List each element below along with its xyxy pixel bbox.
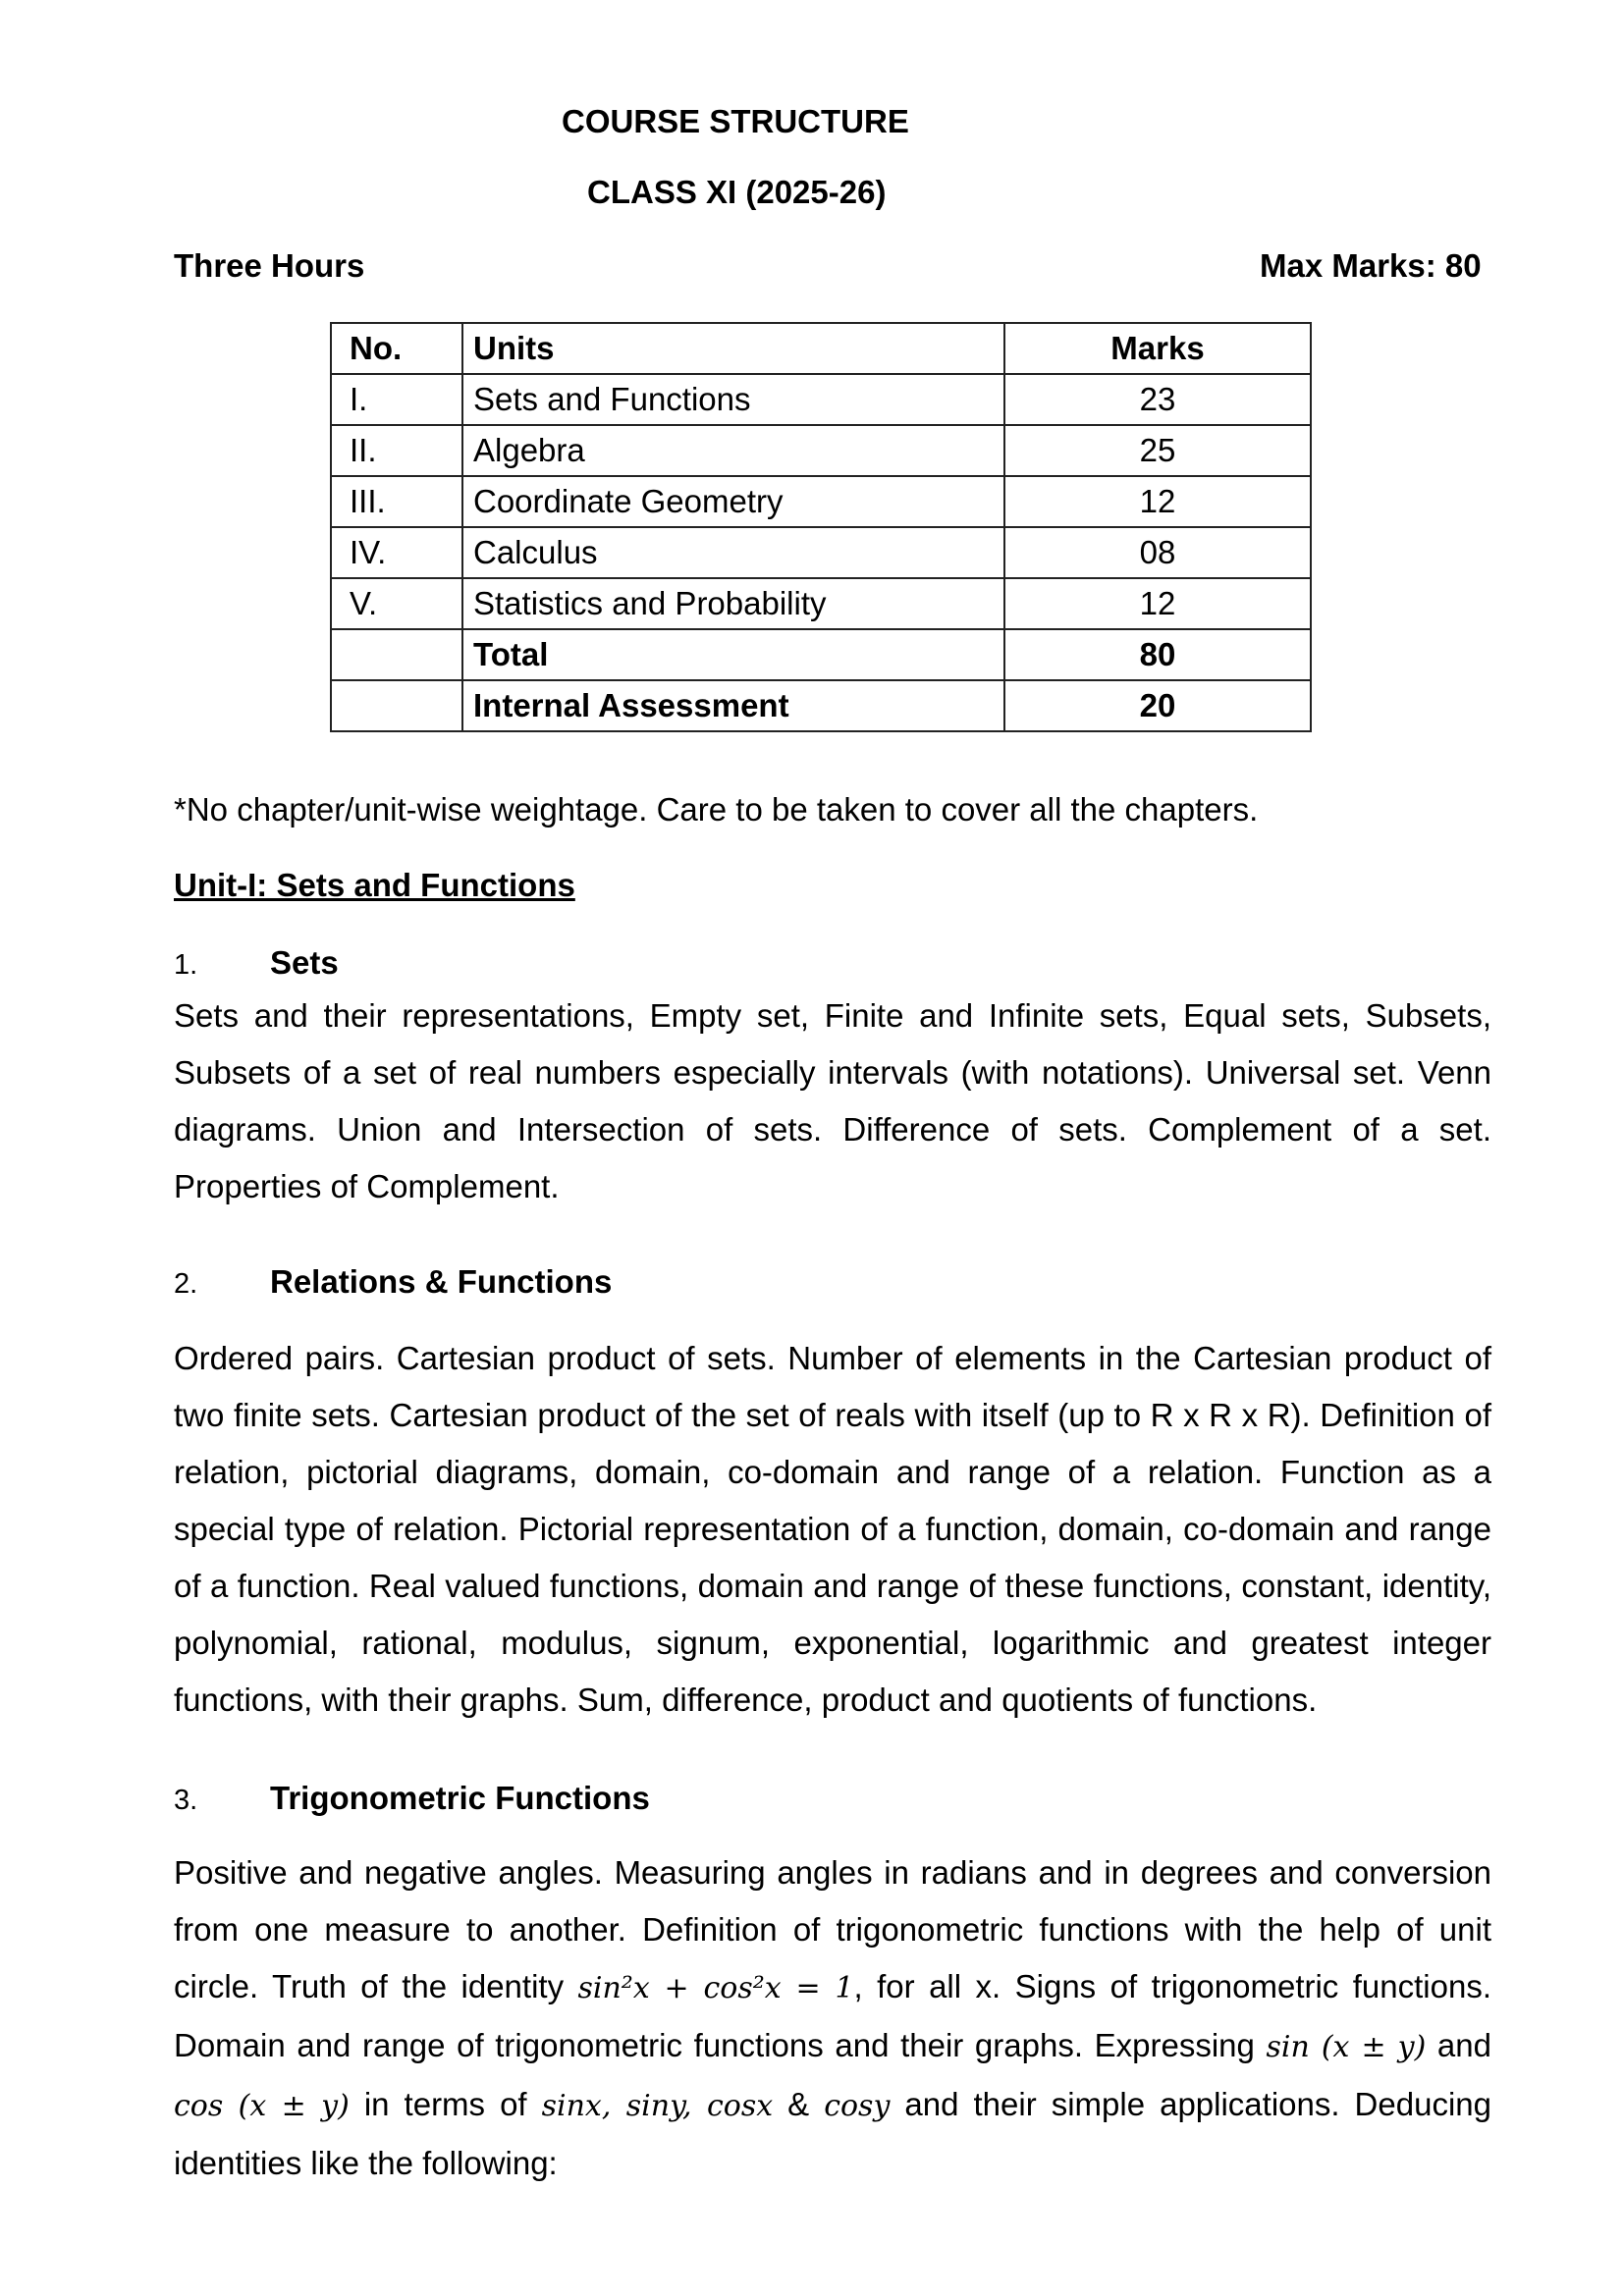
row-marks: 12: [1004, 578, 1311, 629]
sum-formula-sin: sin (x ± y): [1266, 2030, 1427, 2064]
marks-table: [330, 322, 1312, 732]
row-no: IV.: [331, 527, 462, 578]
total-marks: 80: [1004, 629, 1311, 680]
row-unit: Statistics and Probability: [462, 578, 1004, 629]
body-text: , for all x. Signs of trigonometric functions. Domain and range of trigonometric functions and their graphs. Expressing: [174, 1968, 1491, 2063]
internal-assessment-row: [331, 680, 1311, 731]
section-body: [174, 1844, 1491, 2192]
header-no: No.: [331, 323, 462, 374]
body-text: in terms of: [349, 2086, 542, 2122]
class-line: CLASS XI (2025-26): [587, 174, 887, 210]
row-marks: 08: [1004, 527, 1311, 578]
row-unit: Coordinate Geometry: [462, 476, 1004, 527]
table-row: [331, 578, 1311, 629]
total-label: Total: [462, 629, 1004, 680]
table-row: [331, 374, 1311, 425]
identity-formula: sin²x + cos²x = 1: [577, 1971, 854, 2005]
internal-no-cell: [331, 680, 462, 731]
body-text: Positive and negative angles. Measuring angles in radians and in degrees and conversion from one measure to another. Definition of trigonometric functions with the help of unit circle. Truth of the identity: [174, 1854, 1491, 2004]
body-text: and their simple applications. Deducing identities like the following:: [174, 2086, 1491, 2181]
row-marks: 25: [1004, 425, 1311, 476]
function-cosy: cosy: [824, 2089, 891, 2123]
section-title: Trigonometric Functions: [270, 1780, 650, 1816]
section-heading: [174, 1780, 650, 1817]
row-unit: Sets and Functions: [462, 374, 1004, 425]
duration: Three Hours: [174, 247, 365, 284]
section-body: Sets and their representations, Empty set, Finite and Infinite sets, Equal sets, Subsets, Subsets of a set of real numbers especially intervals (with notations). Universal set. Venn diagrams. Union and Intersection of sets. Difference of sets. Complement of a set. Properties of Complement.: [174, 997, 1491, 1204]
table-header-row: [331, 323, 1311, 374]
page-title: COURSE STRUCTURE: [562, 103, 909, 139]
row-no: I.: [331, 374, 462, 425]
sum-formula-cos: cos (x ± y): [174, 2089, 350, 2123]
internal-label: Internal Assessment: [462, 680, 1004, 731]
max-marks: Max Marks: 80: [1260, 247, 1482, 284]
section-heading: [174, 944, 339, 982]
total-row: [331, 629, 1311, 680]
table-row: [331, 476, 1311, 527]
header-units: Units: [462, 323, 1004, 374]
section-title: Relations & Functions: [270, 1263, 613, 1300]
function-list: sinx, siny, cosx: [541, 2089, 774, 2123]
header-marks: Marks: [1004, 323, 1311, 374]
row-no: V.: [331, 578, 462, 629]
table-row: [331, 527, 1311, 578]
section-number: 3.: [174, 1785, 198, 1816]
row-marks: 12: [1004, 476, 1311, 527]
section-number: 1.: [174, 949, 198, 981]
section-heading: [174, 1263, 612, 1301]
row-no: III.: [331, 476, 462, 527]
weightage-note: *No chapter/unit-wise weightage. Care to be taken to cover all the chapters.: [174, 791, 1259, 828]
section-number: 2.: [174, 1268, 198, 1300]
row-no: II.: [331, 425, 462, 476]
internal-marks: 20: [1004, 680, 1311, 731]
section-body: Ordered pairs. Cartesian product of sets. Number of elements in the Cartesian product of two finite sets. Cartesian product of the set of reals with itself (up to R x R x R). Definition of relation, pictorial diagrams, domain, co-domain and range of a relation. Function as a special type of relation. Pictorial representation of a function, domain, co-domain and range of a function. Real valued functions, domain and range of these functions, constant, identity, polynomial, rational, modulus, signum, exponential, logarithmic and greatest integer functions, with their graphs. Sum, difference, product and quotients of functions.: [174, 1340, 1491, 1718]
body-text: &: [773, 2086, 825, 2122]
body-text: and: [1426, 2027, 1491, 2063]
total-no-cell: [331, 629, 462, 680]
row-unit: Calculus: [462, 527, 1004, 578]
row-marks: 23: [1004, 374, 1311, 425]
row-unit: Algebra: [462, 425, 1004, 476]
section-title: Sets: [270, 944, 339, 981]
unit-heading: Unit-I: Sets and Functions: [174, 867, 575, 903]
table-row: [331, 425, 1311, 476]
